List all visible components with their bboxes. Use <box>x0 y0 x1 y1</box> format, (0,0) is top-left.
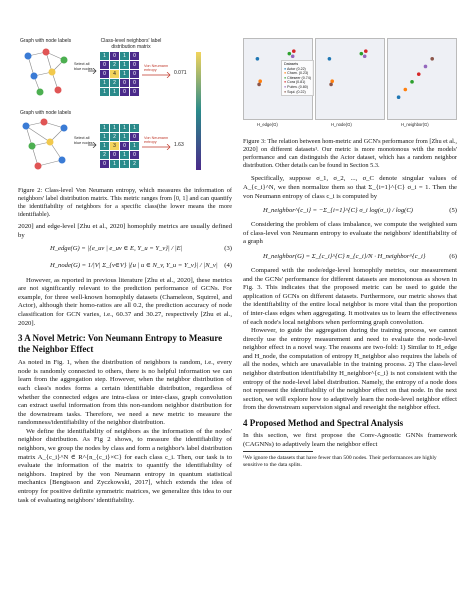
matrix-cell: 0 <box>130 88 139 96</box>
matrix-cell: 0 <box>110 52 119 60</box>
arrow-icon <box>88 142 98 148</box>
arrow-icon <box>142 72 172 78</box>
scatter-point <box>256 57 260 61</box>
matrix-cell: 3 <box>110 142 119 150</box>
section-heading: 3 A Novel Metric: Von Neumann Entropy to Measure the Neighbor Effect <box>18 333 223 355</box>
paragraph: However, to guide the aggregation during the training process, we cannot directly use the entropy measurement and need to evaluate the node-level neighbor effect in a novel way. The reasons are two-fold: 1) Similar to H_edge and H_node, the computation of entropy H_neighbor also requires the labels of all the nodes, which are unavailable in the training process. 2) The class-level neighbor distribution identifiability H_neighbor^{c_i} is not consistent with the entropy of the node-level label distribution. Namely, the entropy of a node does not represent the identifiability of the neighbor effect on that node. In the next section, we will explore how to adaptively learn the node-level neighbor effect from the downstream supervision signal and reweight the neighbor effect. <box>243 327 457 412</box>
right-column <box>243 138 457 469</box>
paragraph: In this section, we first propose the Conv-Agnostic GNNs framework (CAGNNs) to adaptively learn the neighbor effect <box>243 432 457 448</box>
legend-title: Datasets <box>284 62 299 66</box>
select-note-bottom: Select all blue nodes <box>74 136 93 145</box>
matrix-cell: 0 <box>130 70 139 78</box>
matrix-cell: 1 <box>100 88 109 96</box>
matrix-cell: 0 <box>120 88 129 96</box>
matrix-cell: 0 <box>120 142 129 150</box>
matrix-cell: 1 <box>130 124 139 132</box>
matrix-cell: 0 <box>130 133 139 141</box>
equation-body: H_node(G) = 1/|V| Σ_{v∈V} |{u | u ∈ N_v, Y_u = Y_v}| / |N_v| <box>50 261 218 269</box>
graph-node <box>29 143 36 150</box>
matrix-cell: 2 <box>130 160 139 168</box>
scatter-point <box>430 57 434 61</box>
equation-number: (4) <box>224 261 232 269</box>
figure-2 <box>18 38 232 184</box>
scatter-point <box>258 79 262 83</box>
scatter-point <box>330 79 334 83</box>
matrix-cell: 1 <box>100 52 109 60</box>
equation-3 <box>18 241 232 258</box>
left-column <box>18 187 232 505</box>
top-graph <box>18 46 76 98</box>
xlabel-node: H_node(G) <box>331 122 352 127</box>
figure-3-caption: Figure 3: The relation between hom-metric and GCN's performance from [Zhu et al., 2020] on different datasets¹. Our metric is more monotonous with the models' performance and can distinguish the Actor dataset, which has a random neighbor distribution. Other details can be found in Section 5.3. <box>243 138 457 170</box>
equation-5 <box>243 201 457 221</box>
footnote: ¹We ignore the datasets that have fewer than 500 nodes. Their performances are highly sensitive to the data splits. <box>243 455 437 469</box>
matrix-cell: 1 <box>110 124 119 132</box>
matrix-cell: 1 <box>130 142 139 150</box>
matrix-cell: 1 <box>110 88 119 96</box>
equation-6 <box>243 247 457 267</box>
scatter-point <box>292 49 296 53</box>
fig2-matrix-title: Class-level neighbors' label distribution matrix <box>100 38 162 50</box>
paragraph: However, as reported in previous literature [Zhu et al., 2020], these metrics are not significantly relevant to the prediction performance of GCNs. For example, for three well-known homophily datasets (Chameleon, Squirrel, and Actor), although their homo-ratios are all 0.2, the prediction accuracy of node classification for GCN varies, i.e., 60.37 and 30.27, respectively [Zhu et al., 2020]. <box>18 276 232 327</box>
matrix-cell: 1 <box>100 124 109 132</box>
graph-node <box>55 87 62 94</box>
scatter-point <box>288 52 292 56</box>
vn-label-top: Von Neumann entropy <box>144 64 169 72</box>
equation-body: H_edge(G) = |{e_uv | e_uv ∈ E, Y_u = Y_v}| / |E| <box>50 244 183 252</box>
scatter-point <box>424 65 428 69</box>
matrix-cell: 2 <box>100 151 109 159</box>
matrix-bottom <box>100 124 139 168</box>
value-bottom: 1.63 <box>174 142 184 148</box>
graph-node <box>61 57 68 64</box>
graph-node <box>23 123 30 130</box>
scatter-point <box>397 95 401 99</box>
matrix-cell: 0 <box>130 52 139 60</box>
matrix-cell: 1 <box>120 151 129 159</box>
graph-node <box>25 53 32 60</box>
matrix-cell: 2 <box>110 79 119 87</box>
matrix-cell: 2 <box>110 133 119 141</box>
scatter-point <box>417 72 421 76</box>
vn-label-bottom: Von Neumann entropy <box>144 136 169 144</box>
scatter-point <box>328 57 332 61</box>
matrix-top <box>100 52 139 96</box>
legend-item: ● Actor (0.22) <box>284 66 306 71</box>
matrix-cell: 1 <box>100 79 109 87</box>
figure-2-caption: Figure 2: Class-level Von Neumann entropy, which measures the information of neighbors' label distribution matrix. This metric ranges from [0, 1] and can quantify the identifiability of neighbors for a specific class(the lower means the more identifiable). <box>18 187 232 219</box>
legend-item: ● Citeseer (0.74) <box>284 75 311 80</box>
select-note-top: Select all blue nodes <box>74 62 93 71</box>
graph-node <box>41 119 48 126</box>
equation-number: (5) <box>449 207 457 215</box>
legend <box>281 60 314 96</box>
graph-node <box>47 139 54 146</box>
value-top: 0.071 <box>174 70 187 76</box>
graph-node <box>31 73 38 80</box>
matrix-cell: 1 <box>120 133 129 141</box>
scatter-point <box>291 54 295 58</box>
fig2-top-label: Graph with node labels <box>20 38 72 44</box>
paragraph: We define the identifiability of neighbors as the information of the nodes' neighbor distribution. As Fig 2 shows, to measure the identifiability of neighbors, we group the nodes by class and form a neighbor's label distribution matrix A_{c_i}^N ∈ R^{n_{c_i}×C} for each class c_i. Then, our task is to evaluate the information of the matrix to quantify the identifiability of neighbors. Inspired by the von Neumann entropy in quantum statistical mechanics [Bengtsson and Zyczkowski, 2017], which extends the idea of entropy for positive definite symmetric matrices, we generalize this idea to our task of evaluating neighbors' identifiability. <box>18 427 232 504</box>
footnote-rule <box>243 451 313 452</box>
scatter-point <box>363 54 367 58</box>
matrix-cell: 1 <box>100 142 109 150</box>
matrix-cell: 0 <box>130 79 139 87</box>
matrix-cell: 0 <box>130 61 139 69</box>
equation-number: (6) <box>449 252 457 260</box>
graph-node <box>43 49 50 56</box>
arrow-icon <box>88 68 98 74</box>
scatter-point <box>364 49 368 53</box>
matrix-cell: 1 <box>120 124 129 132</box>
equation-number: (3) <box>224 244 232 252</box>
graph-node <box>59 157 66 164</box>
paragraph: Considering the problem of class imbalance, we compute the weighted sum of class-level von Neumann entropy to evaluate the neighbors' identifiability of a graph <box>243 221 457 246</box>
equation-4 <box>18 258 232 275</box>
matrix-cell: 0 <box>100 160 109 168</box>
matrix-cell: 4 <box>110 70 119 78</box>
paragraph: 2020] and edge-level [Zhu et al., 2020] homophily metrics are usually defined by <box>18 223 232 239</box>
colorbar <box>194 52 214 172</box>
matrix-cell: 2 <box>110 61 119 69</box>
graph-node <box>49 69 56 76</box>
legend-item: ● Cham. (0.23) <box>284 71 309 76</box>
fig2-bottom-label: Graph with node labels <box>20 110 72 116</box>
section-heading: 4 Proposed Method and Spectral Analysis <box>243 418 404 429</box>
graph-node <box>35 163 42 170</box>
matrix-cell: 0 <box>120 79 129 87</box>
matrix-cell: 1 <box>120 160 129 168</box>
legend-item: ● Squi. (0.22) <box>284 89 306 94</box>
matrix-cell: 1 <box>100 133 109 141</box>
legend-item: ● Cora (0.81) <box>284 80 306 85</box>
xlabel-neighbor: H_neighbor(G) <box>401 122 429 127</box>
bottom-graph <box>18 118 76 174</box>
paragraph: Specifically, suppose σ_1, σ_2, ..., σ_C denote singular values of A_{c_i}^N, we then normalize them so that Σ_{i=1}^{C} σ_i = 1. Then the von Neumann entropy of class c_i is computed by <box>243 175 457 200</box>
scatter-point <box>410 80 414 84</box>
paragraph: Compared with the node/edge-level homophily metrics, our measurement and the GCNs' performance for different datasets are monotonous as shown in Fig. 3. This indicates that the proposed metric can be used to guide the application of GCNs on different datasets. Furthermore, our metric shows that the identifiability of the entire local neighbor is more vital than the proportion of inter-class edges when aggregating. It motivates us to learn the effectiveness of each node's local neighbors when performing graph convolution. <box>243 266 457 326</box>
arrow-icon <box>142 144 172 150</box>
scatter-point <box>257 83 261 87</box>
matrix-cell: 0 <box>100 70 109 78</box>
scatter-point <box>360 52 364 56</box>
matrix-cell: 1 <box>120 70 129 78</box>
xlabel-edge: H_edge(G) <box>257 122 278 127</box>
scatter-point <box>329 83 333 87</box>
paragraph: As noted in Fig. 1, when the distribution of neighbors is random, i.e., every node is randomly connected to others, there is no helpful information we can learn from the aggregation step. However, when the neighbor distribution of each class's nodes forms a certain identifiable distribution, regardless of whether the connected edges are intra-class or inter-class, graph convolution can extract useful information from this non-random neighbor distribution for the downstream tasks. Therefore, we need a new metric to measure the randomness/identifiability of the neighbor distribution. <box>18 359 232 427</box>
equation-body: H_neighbor^{c_i} = −Σ_{i=1}^{C} σ_i log(σ_i) / log(C) <box>263 207 413 215</box>
matrix-cell: 1 <box>120 61 129 69</box>
matrix-cell: 0 <box>100 61 109 69</box>
scatter-point <box>404 88 408 92</box>
graph-node <box>61 125 68 132</box>
figure-3 <box>243 38 457 138</box>
equation-body: H_neighbor(G) = Σ_{c_i}^{C} n_{c_i}/N · H_neighbor^{c_i} <box>263 252 426 260</box>
graph-node <box>37 89 44 96</box>
matrix-cell: 0 <box>130 151 139 159</box>
legend-item: ● Pubm. (0.80) <box>284 84 308 89</box>
matrix-cell: 1 <box>120 52 129 60</box>
matrix-cell: 0 <box>110 151 119 159</box>
matrix-cell: 1 <box>110 160 119 168</box>
figure-3-points <box>243 38 457 120</box>
